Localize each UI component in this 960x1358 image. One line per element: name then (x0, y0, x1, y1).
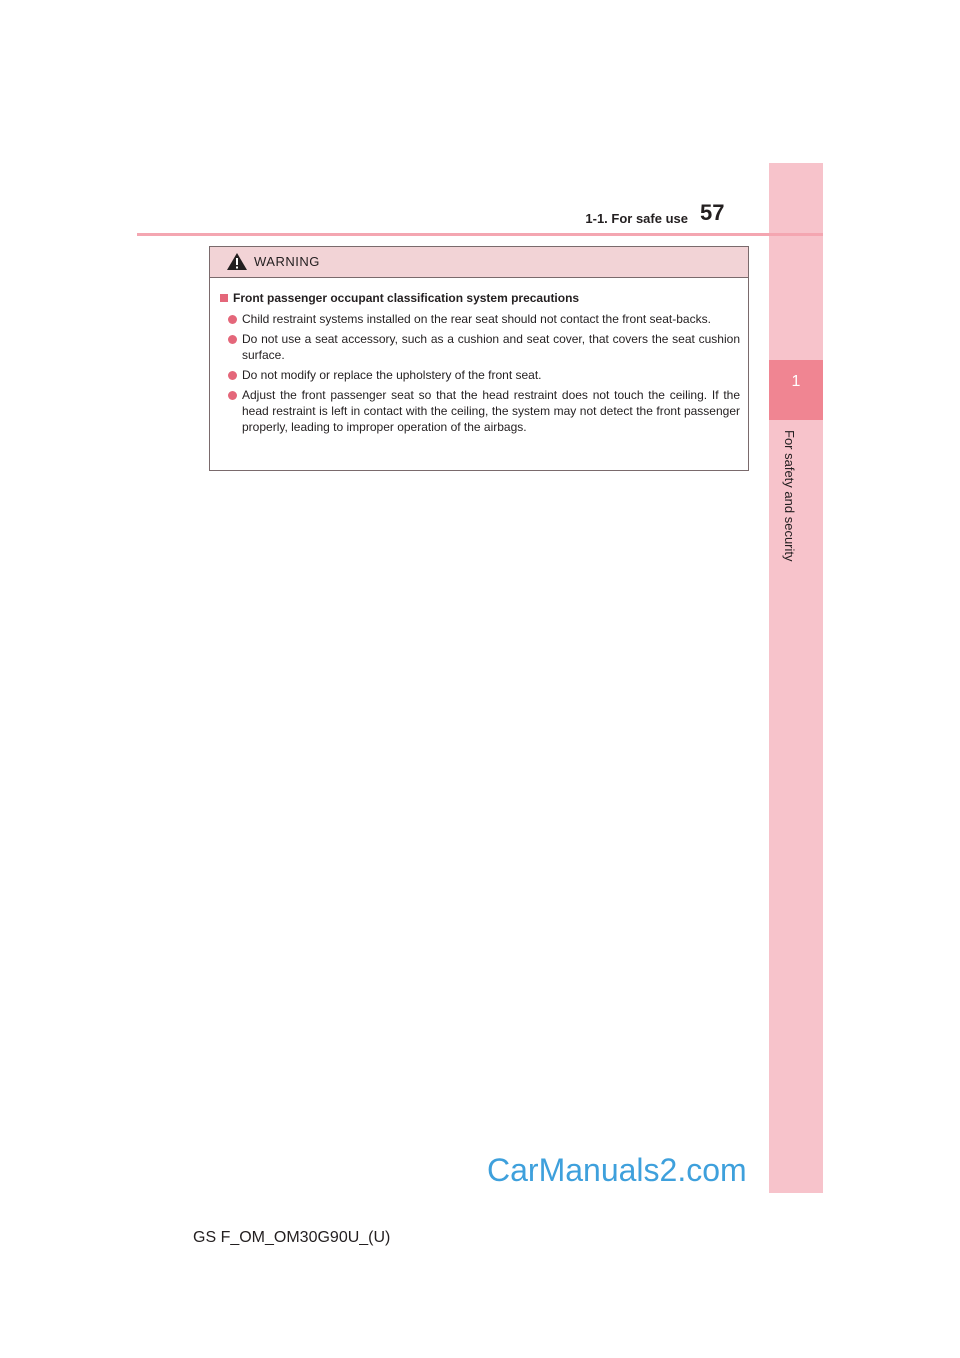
warning-header (210, 247, 748, 278)
warning-heading-row (220, 290, 740, 306)
list-item-text: Do not modify or replace the upholstery of the front seat. (242, 368, 542, 382)
header-rule (137, 233, 823, 236)
warning-body (210, 278, 748, 435)
chapter-side-tab (769, 163, 823, 1193)
warning-triangle-icon (226, 252, 248, 271)
warning-heading: Front passenger occupant classification system precautions (233, 291, 580, 305)
list-item (228, 387, 740, 435)
warning-box (209, 246, 749, 471)
list-item (228, 311, 740, 327)
watermark-link[interactable]: CarManuals2.com (487, 1152, 747, 1188)
chapter-number: 1 (791, 373, 801, 390)
list-item (228, 367, 740, 383)
dot-bullet-icon (228, 315, 237, 324)
list-item-text: Do not use a seat accessory, such as a cushion and seat cover, that covers the seat cushion surface. (242, 332, 740, 362)
dot-bullet-icon (228, 335, 237, 344)
warning-title: WARNING (254, 254, 320, 269)
chapter-title: For safety and security (782, 430, 797, 562)
dot-bullet-icon (228, 371, 237, 380)
section-label: 1-1. For safe use (585, 211, 688, 226)
dot-bullet-icon (228, 391, 237, 400)
square-bullet-icon (220, 294, 228, 302)
list-item-text: Child restraint systems installed on the rear seat should not contact the front seat-backs. (242, 312, 711, 326)
list-item (228, 331, 740, 363)
footer-code: GS F_OM_OM30G90U_(U) (193, 1229, 391, 1246)
list-item-text: Adjust the front passenger seat so that the head restraint does not touch the ceiling. If the head restraint is left in contact with the ceiling, the system may not detect the front passenger properly, leading to improper operation of the airbags. (242, 388, 740, 434)
page-number: 57 (700, 200, 725, 225)
